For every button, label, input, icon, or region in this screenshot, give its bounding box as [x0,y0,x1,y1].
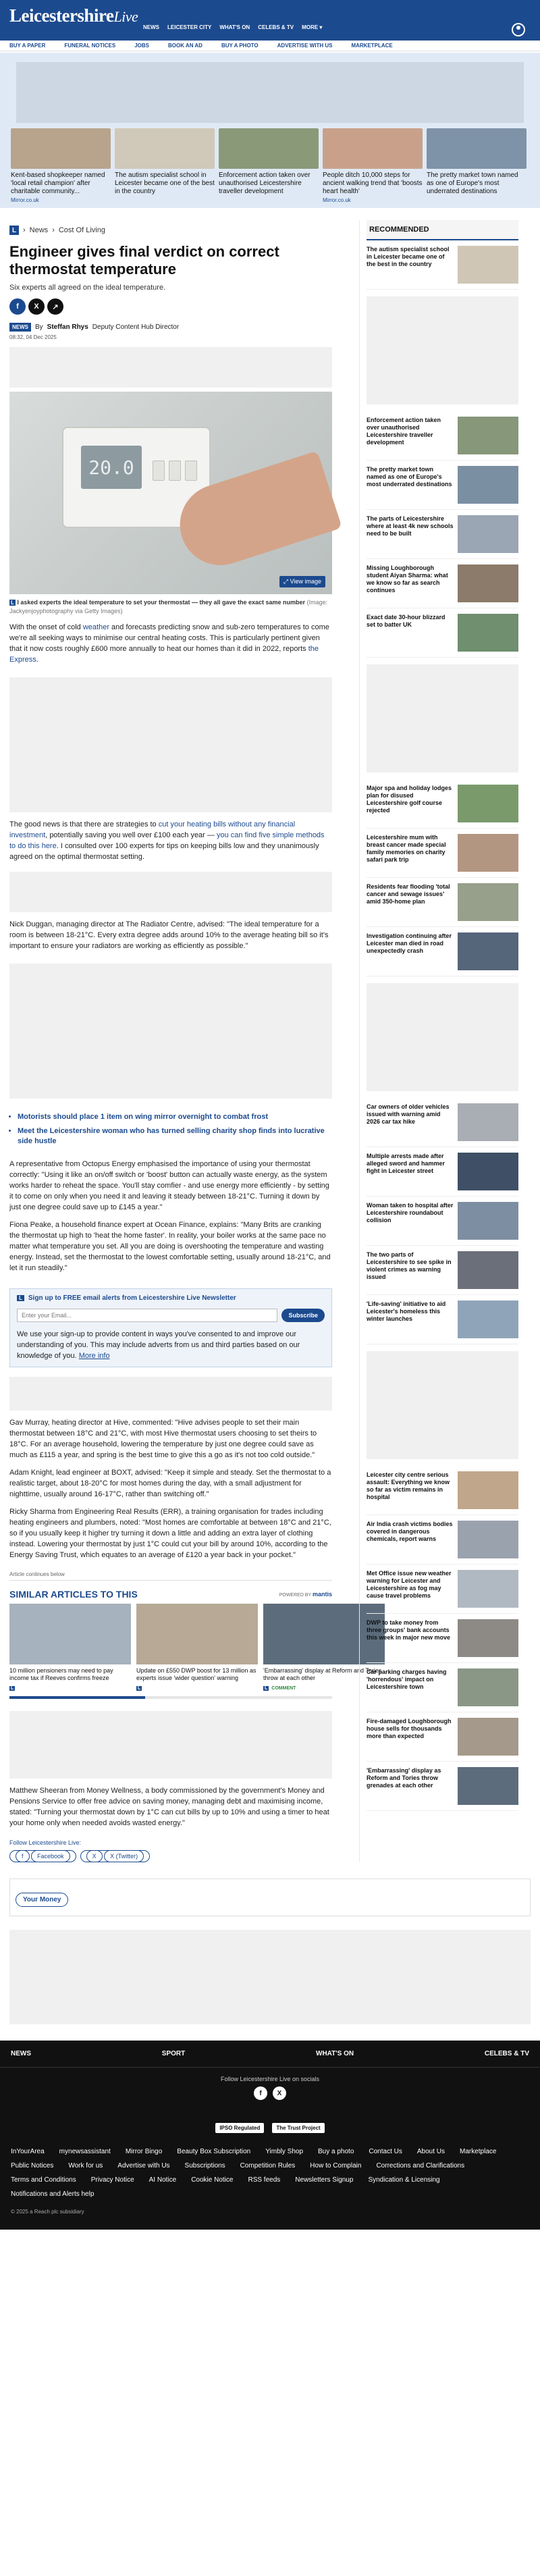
ad-slot [16,62,524,123]
brand-badge: L [11,600,14,606]
promo-card[interactable] [323,128,423,203]
subnav-advertise[interactable]: ADVERTISE WITH US [277,43,333,49]
recommended-thumbnail [458,932,518,970]
x-icon: X [86,1850,103,1862]
inline-link-simple-methods[interactable]: you can find five simple methods to do this here [9,831,325,850]
recommended-item[interactable] [367,878,518,927]
recommended-item[interactable] [367,1466,518,1515]
paragraph: Gav Murray, heating director at Hive, commented: "Hive advises people to set their main thermostat between 18°C and 21°C, with most Hive thermostat users choosing to set theirs to 18°C. For an average household, lowering the temperature by just one degree could save as much as £115 a year, and spring is the best time to give this a go as it's not too cold outside." [9,1419,317,1459]
promo-title: People ditch 10,000 steps for ancient walking trend that 'boosts heart health' [323,172,423,195]
article-main [9,220,382,1862]
similar-article-title: 'Embarrassing' display at Reform and Tories throw at each other [263,1667,382,1681]
recommended-thumbnail [458,1570,518,1608]
footer-link[interactable]: RSS feeds [248,2176,281,2184]
footer-link[interactable]: Marketplace [460,2148,497,2155]
recommended-title: Car owners of older vehicles issued with warning amid 2026 car tax hike [367,1103,450,1125]
footer-nav [0,2041,540,2068]
recommended-thumbnail [458,1668,518,1706]
similar-article-footer [9,1686,131,1691]
subnav-book-an-ad[interactable]: BOOK AN AD [168,43,202,49]
promo-card[interactable] [219,128,319,203]
brand-badge: L [138,1686,141,1691]
recommended-title: Woman taken to hospital after Leicestershire roundabout collision [367,1202,454,1224]
recommended-heading: RECOMMENDED [367,220,518,240]
recommended-title: Enforcement action taken over unauthorised Leicestershire traveller development [367,417,441,446]
paragraph: Adam Knight, lead engineer at BOXT, advised: "Keep it simple and steady. Set the thermostat to a realistic target, about 18-20°C for most homes during the day, with a small adjustment for nighttime, usually around 16-17°C, rather than switching off." [9,1469,331,1498]
similar-article-image [9,1604,131,1664]
inline-link-express[interactable]: the Express [9,645,319,664]
promo-row [11,128,529,203]
ad-slot [367,1351,518,1459]
promo-strip [0,53,540,208]
topic-tag[interactable]: Your Money [16,1893,68,1907]
recommended-thumbnail [458,1767,518,1805]
x-share-icon[interactable]: X [28,298,45,315]
recommended-title: 'Embarrassing' display as Reform and Tories throw grenades at each other [367,1767,441,1789]
newsletter-form [17,1309,325,1322]
subnav-funeral-notices[interactable]: FUNERAL NOTICES [64,43,116,49]
recommended-title: 'Life-saving' initiative to aid Leicester's homeless this winter launches [367,1300,446,1322]
recommended-thumbnail [458,1718,518,1756]
recommended-title: Exact date 30-hour blizzard set to batter UK [367,614,446,628]
follow-label: Follow Leicestershire Live: [9,1839,82,1846]
recommended-title: Car parking charges having 'horrendous' impact on Leicestershire town [367,1668,447,1690]
recommended-item[interactable] [367,608,518,658]
footer-badges [0,2108,540,2143]
main-nav [143,24,322,30]
footer-link[interactable]: Beauty Box Subscription [177,2148,251,2155]
similar-articles-carousel[interactable] [9,1604,382,1691]
author-role: Deputy Content Hub Director [92,323,180,331]
similar-articles-title: SIMILAR ARTICLES TO THIS [9,1589,138,1600]
recommended-item[interactable] [367,1197,518,1246]
footer-link[interactable]: Advertise with Us [117,2162,170,2170]
recommended-thumbnail [458,1153,518,1190]
ad-slot [9,872,332,912]
recommended-item[interactable] [367,1712,518,1762]
recommended-item[interactable] [367,1515,518,1565]
related-link[interactable]: • Motorists should place 1 item on wing mirror overnight to combat frost [18,1112,332,1122]
paragraph: The good news is that there are strategies to cut your heating bills without any financial investment, potentially saving you well over £100 each year — you can find five simple methods to do this here. I consulted over 100 experts for tips on keeping bills low and they unanimously agreed on the optimal thermostat setting. [9,820,325,861]
footer-link[interactable]: mynewsassistant [59,2148,111,2155]
byline [9,323,332,332]
promo-source: Mirror.co.uk [323,197,351,203]
similar-article-card[interactable] [136,1604,258,1691]
ad-slot [367,983,518,1091]
recommended-item[interactable] [367,1295,518,1344]
newsletter-fine-print: We use your sign-up to provide content in ways you've consented to and improve our understanding of you. This may include adverts from us and third parties based on our knowledge of you. More info [17,1330,300,1360]
thermostat-button [153,461,165,481]
recommended-item[interactable] [367,240,518,290]
newsletter-signup [9,1288,332,1367]
follow-facebook-button[interactable]: f Facebook [9,1850,76,1862]
carousel-progress-fill [9,1696,145,1699]
x-icon[interactable]: X [273,2086,286,2100]
expand-icon: ⤢ [283,578,289,585]
similar-article-image [136,1604,258,1664]
footer-nav-celebs-tv[interactable]: CELEBS & TV [484,2050,529,2057]
recommended-thumbnail [458,1619,518,1657]
recommended-item[interactable] [367,829,518,878]
recommended-item[interactable] [367,927,518,976]
similar-article-footer [136,1686,258,1691]
recommended-title: Investigation continuing after Leicester man died in road unexpectedly crash [367,932,452,954]
breadcrumb-cost-of-living[interactable]: Cost Of Living [58,226,105,234]
footer-follow [0,2068,540,2108]
footer-link[interactable]: Terms and Conditions [11,2176,76,2184]
recommended-thumbnail [458,834,518,872]
subnav-jobs[interactable]: JOBS [134,43,149,49]
chevron-down-icon: ▾ [319,24,323,30]
ad-slot [9,964,332,1099]
carousel-progress [9,1696,332,1699]
ad-slot [9,1930,531,2024]
site-footer [0,2041,540,2230]
footer-link[interactable]: Syndication & Licensing [368,2176,440,2184]
recommended-title: Multiple arrests made after alleged sword and hammer fight in Leicester street [367,1153,446,1174]
recommended-item[interactable] [367,1098,518,1147]
thermostat-button [169,461,181,481]
recommended-thumbnail [458,1251,518,1289]
image-credit: (Image: Jackyenjoyphotography via Getty Images) [9,599,328,614]
recommended-thumbnail [458,515,518,553]
paragraph: A representative from Octopus Energy emphasised the importance of using your thermostat correctly: "Using it like an on/off switch or 'boost' button can actually waste energy, as the system works harder to reheat the space. You'll stay comfier - and use energy more efficiently - by setting it to come on only when you need it and leaving it steady between 18-21°C. Turning it down by just one degree could save up to £145 a year." [9,1160,329,1211]
recommended-item[interactable] [367,461,518,510]
recommended-thumbnail [458,1300,518,1338]
site-logo[interactable]: LeicestershireLive [9,5,138,26]
article-continues-label: Article continues below [9,1571,332,1581]
breadcrumb [9,226,332,235]
topic-tags [9,1878,531,1916]
ad-slot [367,296,518,404]
caption-text: I asked experts the ideal temperature to set your thermostat — they all gave the exact same number [17,599,306,606]
footer-nav-sport[interactable]: SPORT [161,2050,186,2057]
recommended-title: The autism specialist school in Leicester became one of the best in the country [367,246,450,267]
article-title: Engineer gives final verdict on correct thermostat temperature [9,243,279,278]
footer-link[interactable]: Competition Rules [240,2162,296,2170]
subnav-buy-a-photo[interactable]: BUY A PHOTO [221,43,259,49]
footer-link[interactable]: Public Notices [11,2162,54,2170]
ad-slot [9,347,332,388]
newsletter-title: Sign up to FREE email alerts from Leicestershire Live Newsletter [28,1294,236,1302]
recommended-thumbnail [458,564,518,602]
copyright: © 2025 a Reach plc subsidiary [11,2209,84,2215]
ad-slot [9,677,332,812]
subnav-buy-a-paper[interactable]: BUY A PAPER [9,43,46,49]
thermostat-button [185,461,197,481]
footer-link[interactable]: Corrections and Clarifications [376,2162,465,2170]
article-body [9,622,382,1862]
footer-link[interactable]: About Us [416,2148,445,2155]
footer-link[interactable]: Work for us [68,2162,103,2170]
section-tag: NEWS [9,323,31,332]
share-icon[interactable]: ↗ [47,298,63,315]
footer-link[interactable]: Mirror Bingo [125,2148,163,2155]
recommended-item[interactable] [367,559,518,608]
similar-article-title: Update on £550 DWP boost for 13 million as experts issue 'wider question' warning [136,1667,256,1681]
recommended-item[interactable] [367,1565,518,1614]
recommended-item[interactable] [367,1762,518,1811]
recommended-title: Missing Loughborough student Aiyan Sharma: what we know so far as search continues [367,564,448,594]
brand-badge: L [11,1686,14,1691]
recommended-thumbnail [458,1521,518,1558]
promo-card[interactable] [427,128,526,203]
promo-image [115,128,215,169]
recommended-title: Major spa and holiday lodges plan for disused Leicestershire golf course rejected [367,785,452,814]
recommended-item[interactable] [367,779,518,829]
inline-link-weather[interactable]: weather [82,623,109,631]
page-body [0,220,540,1862]
promo-title: Enforcement action taken over unauthorised Leicestershire traveller development [219,172,310,195]
article-standfirst: Six experts all agreed on the ideal temperature. [9,284,166,292]
footer-link[interactable]: Privacy Notice [90,2176,134,2184]
more-info-link[interactable]: More info [78,1352,110,1360]
brand-badge: L [17,1295,24,1301]
footer-follow-label: Follow Leicestershire Live on socials [220,2076,320,2082]
sidebar [359,220,518,1862]
recommended-title: Fire-damaged Loughborough house sells for thousands more than expected [367,1718,452,1739]
paragraph: Nick Duggan, managing director at The Radiator Centre, advised: "The ideal temperature for a room is between 18-21°C. Every extra degree adds around 10% to the average heating bill so it's important to ensure your radiators are working as efficiently as possible." [9,920,329,950]
thermostat-display: 20.0 [81,446,142,489]
recommended-item[interactable] [367,510,518,559]
brand-badge: L [265,1686,268,1691]
trust-project-badge[interactable]: The Trust Project [272,2123,324,2133]
recommended-item[interactable] [367,1614,518,1663]
footer-link[interactable]: Yimbly Shop [265,2148,304,2155]
footer-nav-whats-on[interactable]: WHAT'S ON [316,2050,354,2057]
recommended-title: Residents fear flooding 'total cancer and sewage issues' amid 350-home plan [367,883,450,905]
recommended-title: Leicestershire mum with breast cancer made special family memories on charity safari park trip [367,834,446,863]
related-links [9,1112,332,1147]
footer-link[interactable]: Buy a photo [318,2148,354,2155]
related-link[interactable]: • Meet the Leicestershire woman who has turned selling charity shop finds into lucrative side hustle [18,1126,332,1147]
footer-nav-news[interactable]: NEWS [11,2050,31,2057]
nav-item-more[interactable]: MORE ▾ [302,24,323,30]
recommended-title: Leicester city centre serious assault: Everything we know so far as victim remains in hospital [367,1471,450,1500]
brand-badge: L [9,226,19,235]
nav-item-whats-on[interactable]: WHAT'S ON [219,24,250,30]
nav-item-news[interactable]: NEWS [143,24,159,30]
similar-article-title: 10 million pensioners may need to pay income tax if Reeves confirms freeze [9,1667,113,1681]
byline-prefix: By [35,323,43,331]
recommended-title: DWP to take money from three groups' bank accounts this week in major new move [367,1619,451,1641]
paragraph: With the onset of cold weather and forecasts predicting snow and sub-zero temperatures to come we're all seeking ways to minimise our central heating costs. This is particularly pertinent given that it now costs roughly £600 more annually to heat our homes than it did in 2022, reports the Express. [9,623,329,664]
promo-image [323,128,423,169]
recommended-item[interactable] [367,1246,518,1295]
recommended-thumbnail [458,1202,518,1240]
promo-card[interactable] [115,128,215,203]
recommended-thumbnail [458,1103,518,1141]
email-field[interactable] [17,1309,277,1322]
promo-image [11,128,111,169]
footer-link[interactable]: Notifications and Alerts help [11,2190,94,2198]
recommended-title: The two parts of Leicestershire to see spike in violent crimes as warning issued [367,1251,452,1280]
facebook-share-icon[interactable]: f [9,298,26,315]
hero-image[interactable] [9,392,332,594]
view-image-button[interactable]: ⤢ View image [279,576,325,587]
top-bar [0,0,540,41]
nav-item-leicester-city[interactable]: LEICESTER CITY [167,24,212,30]
footer-link[interactable]: Contact Us [369,2148,402,2155]
footer-link[interactable]: Newsletters Signup [295,2176,354,2184]
recommended-thumbnail [458,417,518,454]
powered-by: POWERED BY mantis [279,1591,332,1598]
footer-links [0,2143,540,2201]
recommended-item[interactable] [367,411,518,461]
recommended-item[interactable] [367,1147,518,1197]
facebook-icon: f [16,1850,30,1862]
paragraph: Matthew Sheeran from Money Wellness, a body commissioned by the government's Money and Pensions Service to offer free advice on saving money, managing debt and maximising income, stated: "Turning your thermostat down by 1°C can cut bills by up to 10% and using a timer to heat your home only when needed avoids wasted energy." [9,1787,329,1827]
promo-image [219,128,319,169]
facebook-icon[interactable]: f [254,2086,267,2100]
subscribe-button[interactable]: Subscribe [281,1309,325,1322]
similar-articles-header [9,1589,332,1600]
ipso-badge[interactable]: IPSO Regulated [215,2123,264,2133]
footer-link[interactable]: AI Notice [148,2176,177,2184]
recommended-thumbnail [458,246,518,284]
newsletter-header [17,1294,325,1302]
subnav-marketplace[interactable]: MARKETPLACE [351,43,393,49]
recommended-title: Air India crash victims bodies covered in dangerous chemicals, report warns [367,1521,453,1542]
utility-nav [0,41,540,51]
recommended-item[interactable] [367,1663,518,1712]
recommended-thumbnail [458,883,518,921]
recommended-thumbnail [458,1471,518,1509]
recommended-list [367,240,518,1811]
recommended-title: The parts of Leicestershire where at least 4k new schools need to be built [367,515,454,537]
share-buttons [9,298,332,315]
paragraph: Ricky Sharma from Engineering Real Results (ERR), a training organisation for trades including heating engineers and plumbers, noted: "Most homes are comfortable at between 18°C and 21°C, so if you usually keep it higher try turning it down a little and adding an extra layer of clothing instead. Lowering your thermostat by just 1°C could cut your bill by around 10%, according to the Energy Saving Trust, which equates to an average of £120 a year back in your pocket." [9,1508,331,1559]
publish-timestamp: 08:32, 04 Dec 2025 [9,334,57,340]
author-name[interactable]: Steffan Rhys [47,323,88,331]
footer-social [0,2086,540,2100]
promo-title: The pretty market town named as one of Europe's most underrated destinations [427,172,518,195]
follow-buttons [9,1850,332,1862]
footer-link[interactable]: Cookie Notice [191,2176,234,2184]
site-header [0,0,540,51]
promo-title: Kent-based shopkeeper named 'local retail champion' after charitable community... [11,172,105,195]
follow-x-button[interactable]: X X (Twitter) [80,1850,151,1862]
promo-title: The autism specialist school in Leicester became one of the best in the country [115,172,215,195]
ad-slot [9,1377,332,1411]
recommended-thumbnail [458,785,518,822]
inline-link-heating-bills[interactable]: cut your heating bills without any financial investment [9,820,296,839]
comment-tag: COMMENT [271,1686,296,1691]
footer-link[interactable]: How to Complain [310,2162,362,2170]
promo-source: Mirror.co.uk [11,197,39,203]
breadcrumb-news[interactable]: News [29,226,49,234]
footer-link[interactable]: InYourArea [11,2148,45,2155]
recommended-thumbnail [458,466,518,504]
recommended-title: The pretty market town named as one of Europe's most underrated destinations [367,466,452,488]
ad-slot [367,664,518,772]
breadcrumb-separator: › [23,226,26,234]
similar-article-card[interactable] [9,1604,131,1691]
footer-link[interactable]: Subscriptions [184,2162,225,2170]
account-icon[interactable] [512,23,525,36]
ad-slot [9,1711,332,1779]
recommended-thumbnail [458,614,518,652]
promo-card[interactable] [11,128,111,203]
paragraph: Fiona Peake, a household finance expert at Ocean Finance, explains: "Many Brits are cranking the thermostat up high to 'heat the home faster'. In reality, your boiler works at the same pace no matter what temperature you set. All you are doing is overshooting the temperature and wasting energy. Instead, set the thermostat to the lowest comfortable setting, usually around 18-21°C, and let it run steadily." [9,1221,331,1272]
nav-item-celebs-tv[interactable]: CELEBS & TV [258,24,294,30]
image-caption [9,598,332,615]
breadcrumb-separator: › [52,226,55,234]
promo-image [427,128,526,169]
recommended-title: Met Office issue new weather warning for Leicester and Leicestershire as fog may cause travel problems [367,1570,452,1599]
